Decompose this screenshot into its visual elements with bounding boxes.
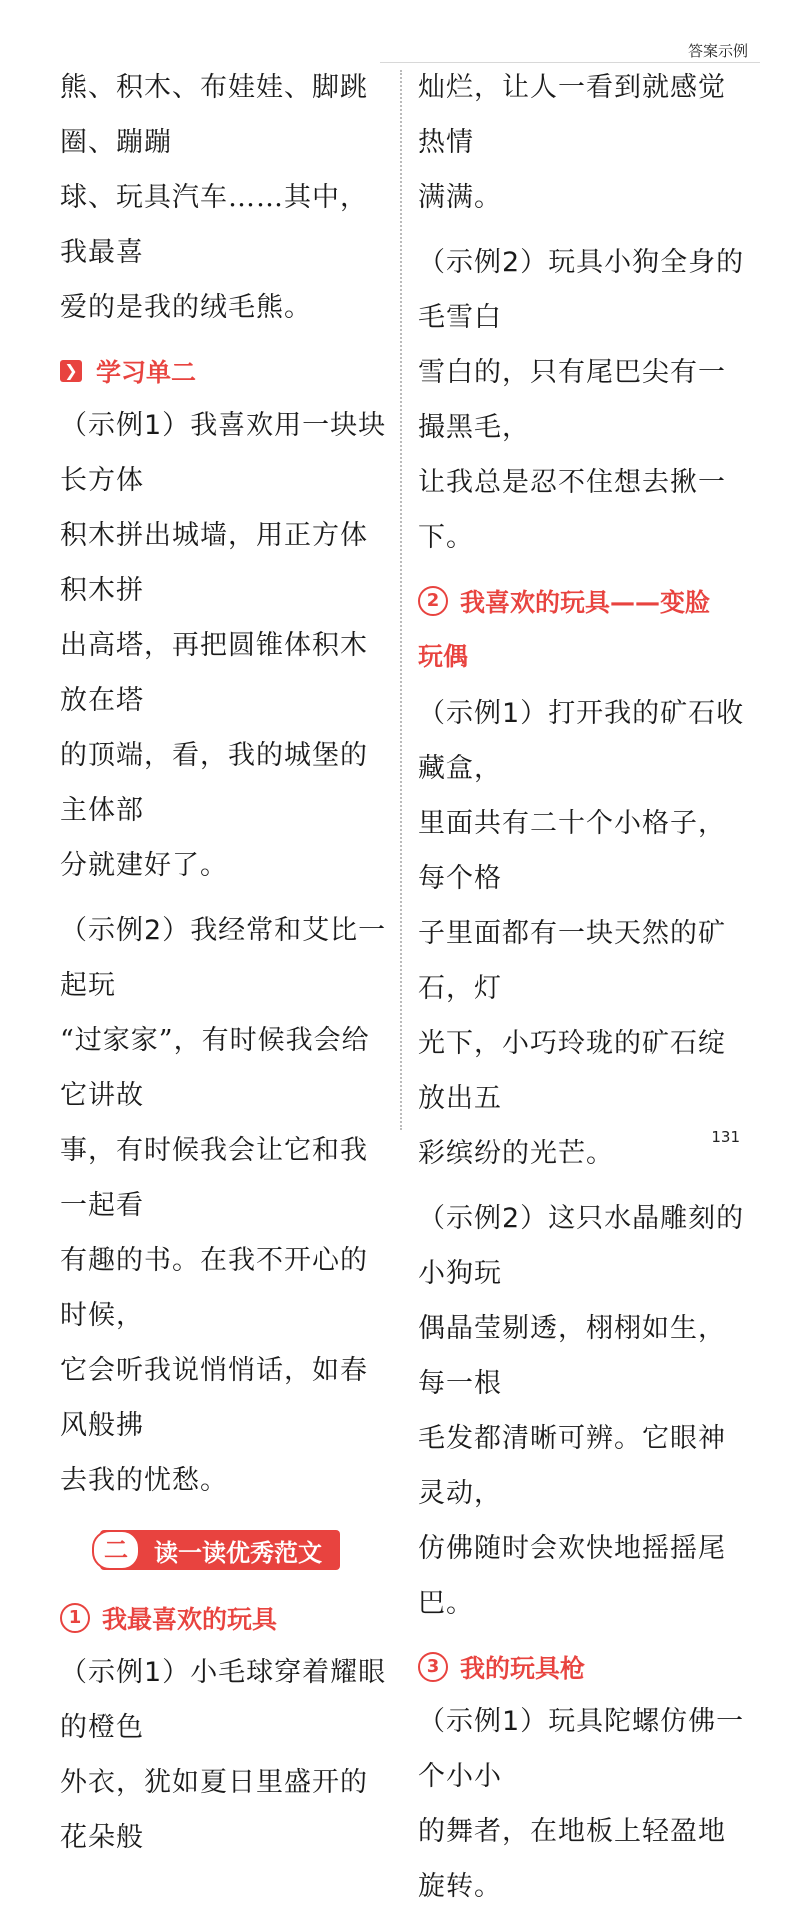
number-circle: 3 — [418, 1652, 448, 1682]
example-paragraph — [418, 1694, 748, 1914]
text-line: 它会听我说悄悄话，如春风般拂 — [60, 1355, 368, 1441]
item-title-1 — [60, 1590, 390, 1645]
item-title-3 — [418, 1639, 748, 1694]
example-paragraph — [60, 903, 390, 1508]
section-title-worksheet-2 — [60, 343, 390, 398]
banner-number: 二 — [92, 1530, 140, 1570]
example-paragraph — [418, 235, 748, 565]
item-title-text: 我喜欢的玩具——变脸 — [460, 587, 711, 617]
text-line: 子里面都有一块天然的矿石，灯 — [418, 918, 726, 1004]
banner-title: 读一读优秀范文 — [154, 1538, 322, 1567]
number-circle: 2 — [418, 586, 448, 616]
example-paragraph — [60, 398, 390, 893]
example-label: （示例1） — [418, 1706, 549, 1737]
text-line: 小毛球穿着耀眼的橙色 — [60, 1657, 387, 1743]
item-title-continuation: 玩偶 — [418, 642, 469, 671]
example-label: （示例2） — [418, 247, 549, 278]
header-tag: 答案示例 — [687, 42, 748, 60]
text-line: 让我总是忍不住想去揪一下。 — [418, 467, 726, 553]
example-paragraph — [418, 1191, 748, 1631]
text-line: 彩缤纷的光芒。 — [418, 1138, 614, 1169]
number-circle: 1 — [60, 1603, 90, 1633]
example-label: （示例1） — [60, 1657, 191, 1688]
text-line: 满满。 — [418, 182, 502, 213]
text-line: 打开我的矿石收藏盒， — [418, 698, 745, 784]
text-line: “过家家”，有时候我会给它讲故 — [60, 1025, 370, 1111]
text-line: 分就建好了。 — [60, 850, 228, 881]
text-line: 光下，小巧玲珑的矿石绽放出五 — [418, 1028, 726, 1114]
section-title-text: 学习单二 — [96, 357, 197, 387]
text-line: 玩具小狗全身的毛雪白 — [418, 247, 745, 333]
text-line: 仿佛随时会欢快地摇摇尾巴。 — [418, 1533, 726, 1619]
text-line: 的顶端，看，我的城堡的主体部 — [60, 740, 368, 826]
item-title-2 — [418, 573, 748, 628]
left-column — [60, 60, 390, 1865]
text-line: 我喜欢用一块块长方体 — [60, 410, 387, 496]
text-line: 里面共有二十个小格子，每个格 — [418, 808, 726, 894]
arrow-right-icon: ❯ — [60, 360, 82, 382]
column-divider — [400, 70, 402, 1130]
item-title-text: 我的玩具枪 — [460, 1653, 586, 1683]
text-line: 熊、积木、布娃娃、脚跳圈、蹦蹦 — [60, 72, 368, 158]
text-line: 爱的是我的绒毛熊。 — [60, 292, 312, 323]
text-line: 积木拼出城墙，用正方体积木拼 — [60, 520, 368, 606]
example-label: （示例2） — [60, 915, 191, 946]
page-number: 131 — [711, 1128, 740, 1146]
text-line: 的舞者，在地板上轻盈地旋转。 — [418, 1816, 726, 1902]
intro-paragraph — [60, 60, 390, 335]
text-line: 玩具陀螺仿佛一个小小 — [418, 1706, 745, 1792]
text-line: 事，有时候我会让它和我一起看 — [60, 1135, 368, 1221]
text-line: 外衣，犹如夏日里盛开的花朵般 — [60, 1767, 368, 1853]
text-line: 去我的忧愁。 — [60, 1465, 228, 1496]
example-label: （示例2） — [418, 1203, 549, 1234]
text-line: 灿烂，让人一看到就感觉热情 — [418, 72, 726, 158]
text-line: 这只水晶雕刻的小狗玩 — [418, 1203, 745, 1289]
section-banner-read-samples — [100, 1530, 340, 1570]
text-line: 有趣的书。在我不开心的时候， — [60, 1245, 368, 1331]
text-line: 出高塔，再把圆锥体积木放在塔 — [60, 630, 368, 716]
text-line: 球、玩具汽车……其中，我最喜 — [60, 182, 368, 268]
example-paragraph — [60, 1645, 390, 1865]
text-line: 我经常和艾比一起玩 — [60, 915, 387, 1001]
example-paragraph — [418, 686, 748, 1181]
example-label: （示例1） — [60, 410, 191, 441]
text-line: 偶晶莹剔透，栩栩如生，每一根 — [418, 1313, 726, 1399]
right-column — [418, 60, 748, 1914]
continuation-paragraph — [418, 60, 748, 225]
text-line: 雪白的，只有尾巴尖有一撮黑毛， — [418, 357, 726, 443]
item-title-text: 我最喜欢的玩具 — [102, 1604, 278, 1634]
text-line: 毛发都清晰可辨。它眼神灵动， — [418, 1423, 726, 1509]
example-label: （示例1） — [418, 698, 549, 729]
